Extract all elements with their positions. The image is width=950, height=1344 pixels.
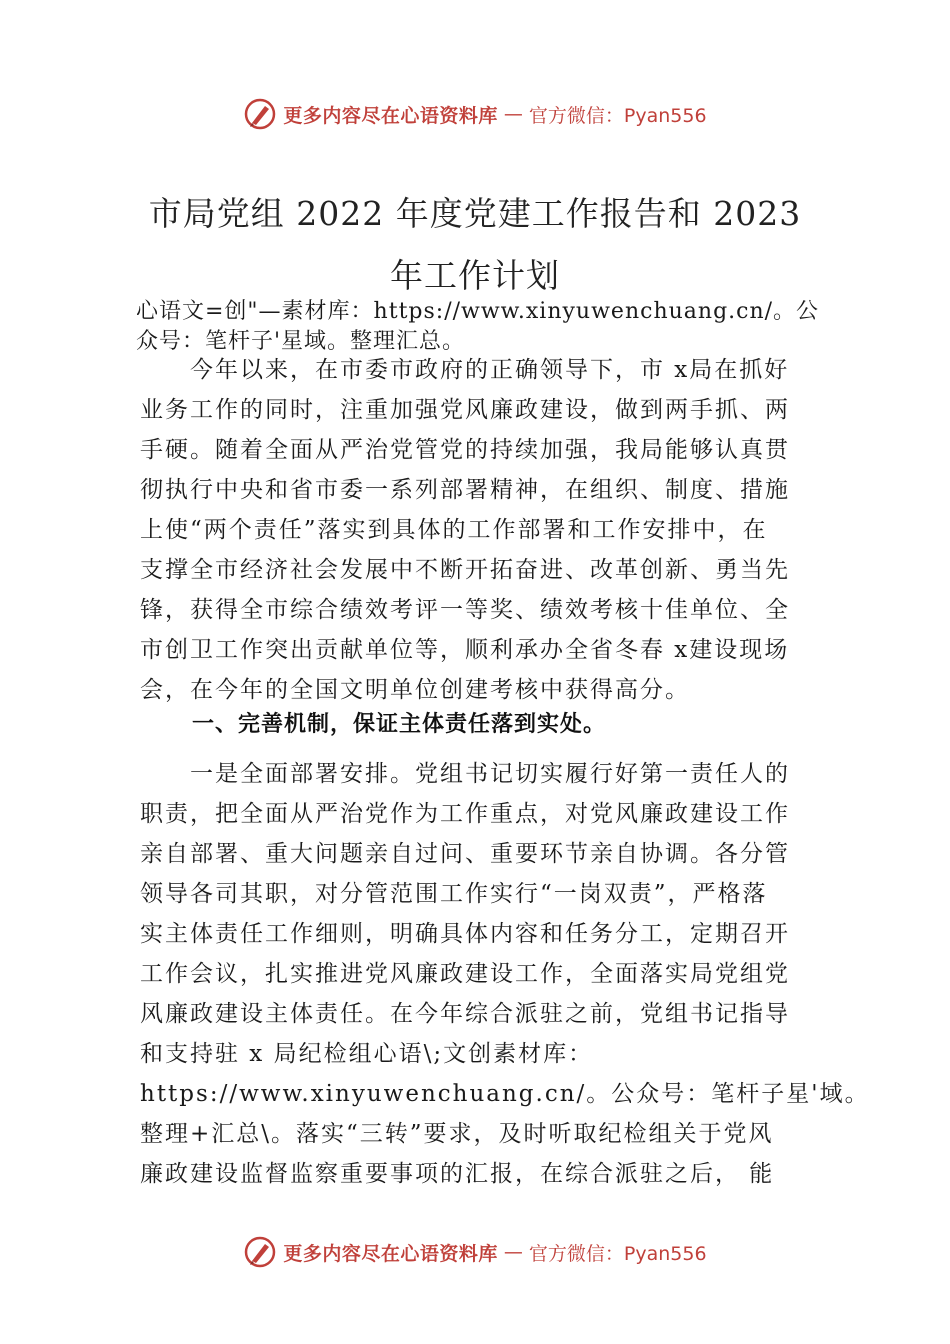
banner-separator: — <box>503 103 523 125</box>
paragraph-line: 风廉政建设主体责任。在今年综合派驻之前，党组书记指导 <box>140 1001 790 1027</box>
paragraph-line: 今年以来，在市委市政府的正确领导下，市 x局在抓好 <box>140 357 790 383</box>
paragraph-intro <box>140 350 830 710</box>
paragraph-line: 工作会议，扎实推进党风廉政建设工作，全面落实局党组党 <box>140 961 790 987</box>
footer-banner <box>0 1232 950 1272</box>
paragraph-line: 亲自部署、重大问题亲自过问、重要环节亲自协调。各分管 <box>140 841 790 867</box>
paragraph-line: 和支持驻 x 局纪检组心语\;文创素材库： <box>140 1041 594 1067</box>
banner-brand-text: 更多内容尽在心语资料库 <box>283 104 498 127</box>
source-note-line: 心语文=创"—素材库：https://www.xinyuwenchuang.cn/。公 <box>136 299 820 324</box>
paragraph-line: 上使“两个责任”落实到具体的工作部署和工作安排中，在 <box>140 517 768 543</box>
document-title-line-2: 年工作计划 <box>390 256 560 295</box>
paragraph-line: 支撑全市经济社会发展中不断开拓奋进、改革创新、勇当先 <box>140 557 790 583</box>
pen-nib-logo-icon <box>243 1235 277 1269</box>
source-note <box>136 297 836 357</box>
banner-wechat-text: 官方微信：Pyan556 <box>528 104 707 127</box>
paragraph-line: 整理+汇总\。落实“三转”要求，及时听取纪检组关于党风 <box>140 1121 774 1147</box>
paragraph-line: 领导各司其职，对分管范围工作实行“一岗双责”，严格落 <box>140 881 768 907</box>
paragraph-line: 实主体责任工作细则，明确具体内容和任务分工，定期召开 <box>140 921 790 947</box>
paragraph-line: 手硬。随着全面从严治党管党的持续加强，我局能够认真贯 <box>140 437 790 463</box>
banner-brand-text: 更多内容尽在心语资料库 <box>283 1242 498 1265</box>
paragraph-line: 锋，获得全市综合绩效考评一等奖、绩效考核十佳单位、全 <box>140 597 790 623</box>
source-note-line: 众号：笔杆子'星域。整理汇总。 <box>136 329 466 354</box>
paragraph-line: 廉政建设监督监察重要事项的汇报，在综合派驻之后， 能 <box>140 1161 775 1187</box>
header-banner <box>0 94 950 134</box>
paragraph-line: 职责，把全面从严治党作为工作重点，对党风廉政建设工作 <box>140 801 790 827</box>
banner-separator: — <box>503 1241 523 1263</box>
paragraph-line: 市创卫工作突出贡献单位等，顺利承办全省冬春 x建设现场 <box>140 637 790 663</box>
paragraph-line: 一是全面部署安排。党组书记切实履行好第一责任人的 <box>140 761 790 787</box>
paragraph-section-1 <box>140 754 870 1194</box>
document-title-line-1: 市局党组 2022 年度党建工作报告和 2023 <box>148 194 802 233</box>
pen-nib-logo-icon <box>243 97 277 131</box>
paragraph-line: 业务工作的同时，注重加强党风廉政建设，做到两手抓、两 <box>140 397 790 423</box>
paragraph-line: https://www.xinyuwenchuang.cn/。公众号：笔杆子星'域。 <box>140 1081 870 1107</box>
section-heading: 一、完善机制，保证主体责任落到实处。 <box>192 712 607 737</box>
banner-wechat-text: 官方微信：Pyan556 <box>528 1242 707 1265</box>
paragraph-line: 彻执行中央和省市委一系列部署精神，在组织、制度、措施 <box>140 477 790 503</box>
paragraph-line: 会，在今年的全国文明单位创建考核中获得高分。 <box>140 677 690 703</box>
